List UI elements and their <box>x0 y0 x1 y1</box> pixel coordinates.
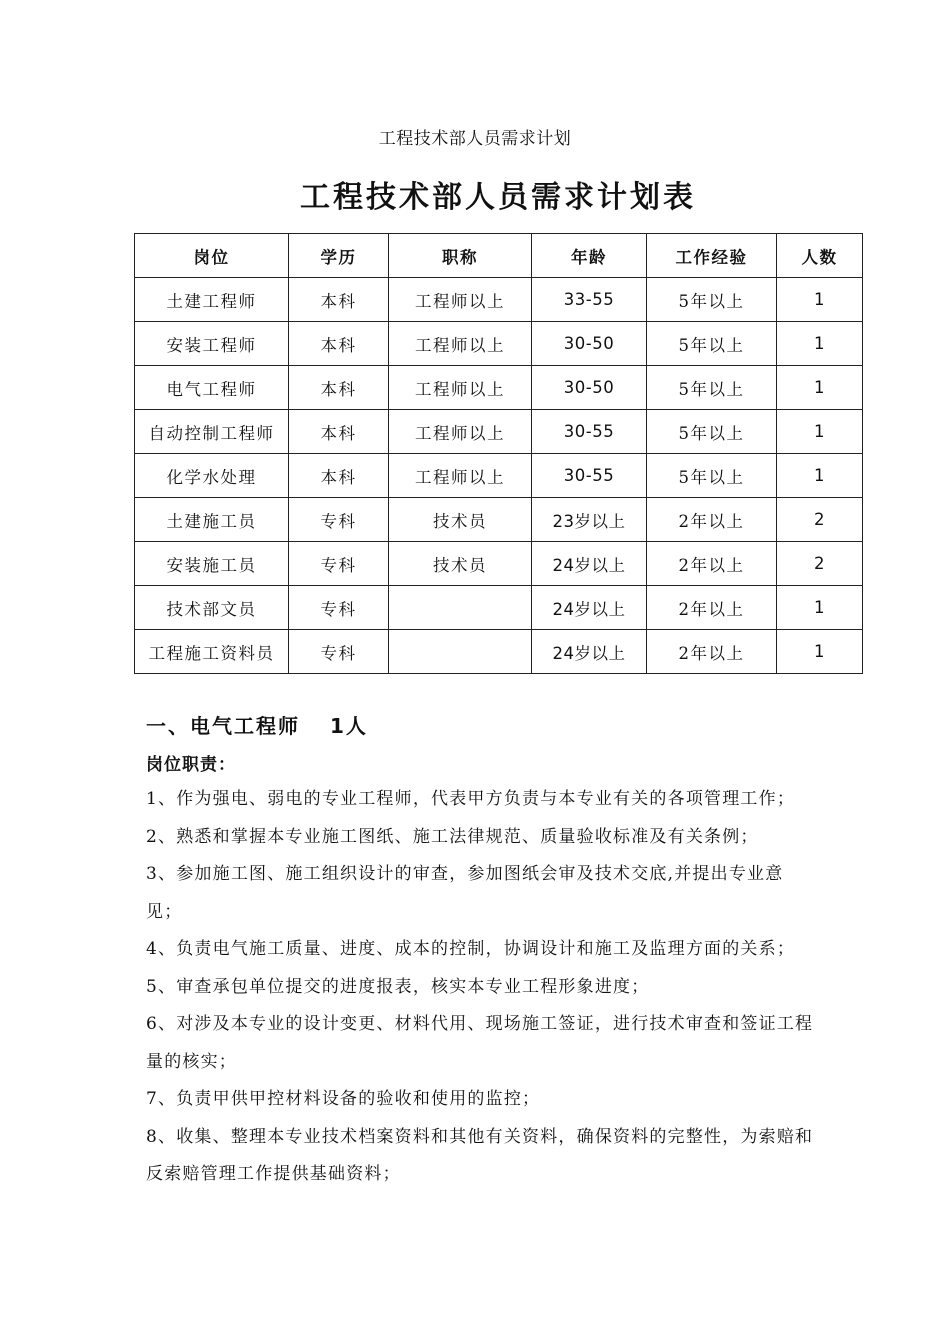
cell-age: 24岁以上 <box>532 630 647 674</box>
cell-experience: 2年以上 <box>647 586 777 630</box>
cell-age: 30-55 <box>532 454 647 498</box>
column-header-count: 人数 <box>777 234 863 278</box>
cell-position: 安装施工员 <box>135 542 289 586</box>
document-title: 工程技术部人员需求计划表 <box>300 180 696 215</box>
column-header-title: 职称 <box>389 234 532 278</box>
cell-age: 30-55 <box>532 410 647 454</box>
cell-position: 自动控制工程师 <box>135 410 289 454</box>
duty-item: 7、负责甲供甲控材料设备的验收和使用的监控； <box>146 1089 541 1109</box>
duties-label: 岗位职责： <box>146 755 236 775</box>
column-header-experience: 工作经验 <box>647 234 777 278</box>
cell-count: 2 <box>777 542 863 586</box>
cell-experience: 5年以上 <box>647 322 777 366</box>
cell-position: 技术部文员 <box>135 586 289 630</box>
column-header-education: 学历 <box>289 234 389 278</box>
section-heading-title: 一、电气工程师 <box>146 714 300 738</box>
cell-age: 30-50 <box>532 322 647 366</box>
column-header-position: 岗位 <box>135 234 289 278</box>
cell-education: 专科 <box>289 498 389 542</box>
duties-list <box>146 781 816 1194</box>
duty-item: 3、参加施工图、施工组织设计的审查，参加图纸会审及技术交底,并提出专业意见； <box>146 864 784 922</box>
cell-title <box>389 586 532 630</box>
cell-age: 24岁以上 <box>532 586 647 630</box>
cell-count: 1 <box>777 586 863 630</box>
cell-position: 土建工程师 <box>135 278 289 322</box>
table-row <box>135 410 863 454</box>
table-row <box>135 278 863 322</box>
cell-education: 本科 <box>289 322 389 366</box>
cell-education: 专科 <box>289 542 389 586</box>
cell-education: 本科 <box>289 366 389 410</box>
cell-position: 安装工程师 <box>135 322 289 366</box>
cell-count: 1 <box>777 410 863 454</box>
cell-position: 化学水处理 <box>135 454 289 498</box>
table-row <box>135 586 863 630</box>
table-row <box>135 322 863 366</box>
cell-education: 专科 <box>289 586 389 630</box>
duty-item: 8、收集、整理本专业技术档案资料和其他有关资料，确保资料的完整性，为索赔和反索赔管理工作提供基础资料； <box>146 1126 814 1184</box>
cell-count: 1 <box>777 454 863 498</box>
cell-age: 30-50 <box>532 366 647 410</box>
duty-item: 1、作为强电、弱电的专业工程师，代表甲方负责与本专业有关的各项管理工作； <box>146 789 796 809</box>
cell-title: 工程师以上 <box>389 322 532 366</box>
cell-experience: 2年以上 <box>647 630 777 674</box>
duty-item: 2、熟悉和掌握本专业施工图纸、施工法律规范、质量验收标准及有关条例； <box>146 826 759 847</box>
cell-position: 电气工程师 <box>135 366 289 410</box>
cell-title: 技术员 <box>389 542 532 586</box>
cell-title <box>389 630 532 674</box>
cell-position: 工程施工资料员 <box>135 630 289 674</box>
cell-count: 2 <box>777 498 863 542</box>
cell-education: 本科 <box>289 278 389 322</box>
table-row <box>135 366 863 410</box>
table-header-row <box>135 234 863 278</box>
table-row <box>135 542 863 586</box>
cell-title: 工程师以上 <box>389 278 532 322</box>
staffing-plan-table <box>134 233 863 674</box>
cell-education: 本科 <box>289 454 389 498</box>
table-row <box>135 498 863 542</box>
cell-title: 工程师以上 <box>389 410 532 454</box>
table-row <box>135 454 863 498</box>
cell-experience: 5年以上 <box>647 366 777 410</box>
duty-item: 5、审查承包单位提交的进度报表，核实本专业工程形象进度； <box>146 976 650 997</box>
cell-experience: 5年以上 <box>647 454 777 498</box>
duty-item: 6、对涉及本专业的设计变更、材料代用、现场施工签证，进行技术审查和签证工程量的核实； <box>146 1014 814 1072</box>
column-header-age: 年龄 <box>532 234 647 278</box>
cell-experience: 5年以上 <box>647 410 777 454</box>
cell-age: 33-55 <box>532 278 647 322</box>
cell-count: 1 <box>777 278 863 322</box>
running-header: 工程技术部人员需求计划 <box>378 129 572 149</box>
cell-experience: 5年以上 <box>647 278 777 322</box>
cell-experience: 2年以上 <box>647 498 777 542</box>
section-heading <box>146 710 368 739</box>
duty-item: 4、负责电气施工质量、进度、成本的控制，协调设计和施工及监理方面的关系； <box>146 939 796 959</box>
table-row <box>135 630 863 674</box>
cell-count: 1 <box>777 366 863 410</box>
cell-education: 本科 <box>289 410 389 454</box>
cell-experience: 2年以上 <box>647 542 777 586</box>
cell-age: 24岁以上 <box>532 542 647 586</box>
cell-title: 技术员 <box>389 498 532 542</box>
cell-age: 23岁以上 <box>532 498 647 542</box>
cell-count: 1 <box>777 322 863 366</box>
cell-title: 工程师以上 <box>389 454 532 498</box>
cell-count: 1 <box>777 630 863 674</box>
section-headcount: 1人 <box>330 714 368 738</box>
cell-education: 专科 <box>289 630 389 674</box>
cell-position: 土建施工员 <box>135 498 289 542</box>
cell-title: 工程师以上 <box>389 366 532 410</box>
